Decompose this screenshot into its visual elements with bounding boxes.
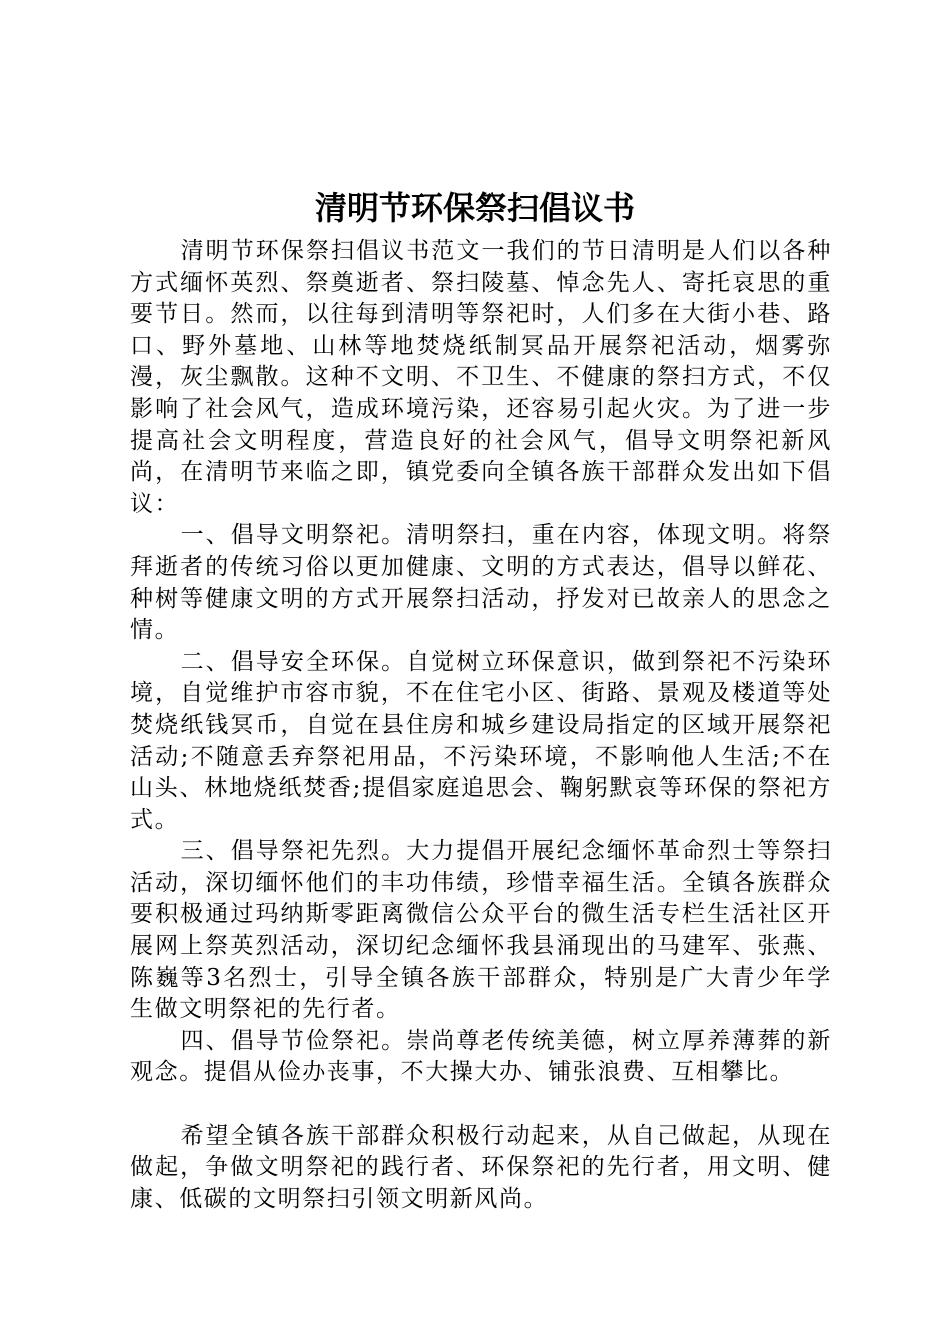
proposal-3-paragraph: 三、倡导祭祀先烈。大力提倡开展纪念缅怀革命烈士等祭扫活动，深切缅怀他们的丰功伟绩，珍惜幸福生活。全镇各族群众要积极通过玛纳斯零距离微信公众平台的微生活专栏生活社区开展网上祭英烈活动，深切纪念缅怀我县涌现出的马建军、张燕、陈巍等3名烈士，引导全镇各族干部群众，特别是广大青少年学生做文明祭祀的先行者。 — [130, 838, 832, 1023]
document-title: 清明节环保祭扫倡议书 — [314, 189, 635, 227]
proposal-2-paragraph: 二、倡导安全环保。自觉树立环保意识，做到祭祀不污染环境，自觉维护市容市貌，不在住宅小区、街路、景观及楼道等处焚烧纸钱冥币，自觉在县住房和城乡建设局指定的区域开展祭祀活动;不随意丢弃祭祀用品，不污染环境，不影响他人生活;不在山头、林地烧纸焚香;提倡家庭追思会、鞠躬默哀等环保的祭祀方式。 — [130, 648, 832, 833]
paragraph-spacer — [130, 1089, 832, 1121]
proposal-4-paragraph: 四、倡导节俭祭祀。崇尚尊老传统美德，树立厚养薄葬的新观念。提倡从俭办丧事，不大操大办、铺张浪费、互相攀比。 — [130, 1027, 832, 1086]
intro-paragraph: 清明节环保祭扫倡议书范文一我们的节日清明是人们以各种方式缅怀英烈、祭奠逝者、祭扫陵墓、悼念先人、寄托哀思的重要节日。然而，以往每到清明等祭祀时，人们多在大街小巷、路口、野外墓地、山林等地焚烧纸制冥品开展祭祀活动，烟雾弥漫，灰尘飘散。这种不文明、不卫生、不健康的祭扫方式，不仅影响了社会风气，造成环境污染，还容易引起火灾。为了进一步提高社会文明程度，营造良好的社会风气，倡导文明祭祀新风尚，在清明节来临之即，镇党委向全镇各族干部群众发出如下倡议： — [130, 238, 832, 517]
closing-paragraph: 希望全镇各族干部群众积极行动起来，从自己做起，从现在做起，争做文明祭祀的践行者、环保祭祀的先行者，用文明、健康、低碳的文明祭扫引领文明新风尚。 — [130, 1122, 832, 1212]
proposal-1-paragraph: 一、倡导文明祭祀。清明祭扫，重在内容，体现文明。将祭拜逝者的传统习俗以更加健康、文明的方式表达，倡导以鲜花、种树等健康文明的方式开展祭扫活动，抒发对已故亲人的思念之情。 — [130, 522, 832, 644]
document-body — [130, 236, 832, 1215]
